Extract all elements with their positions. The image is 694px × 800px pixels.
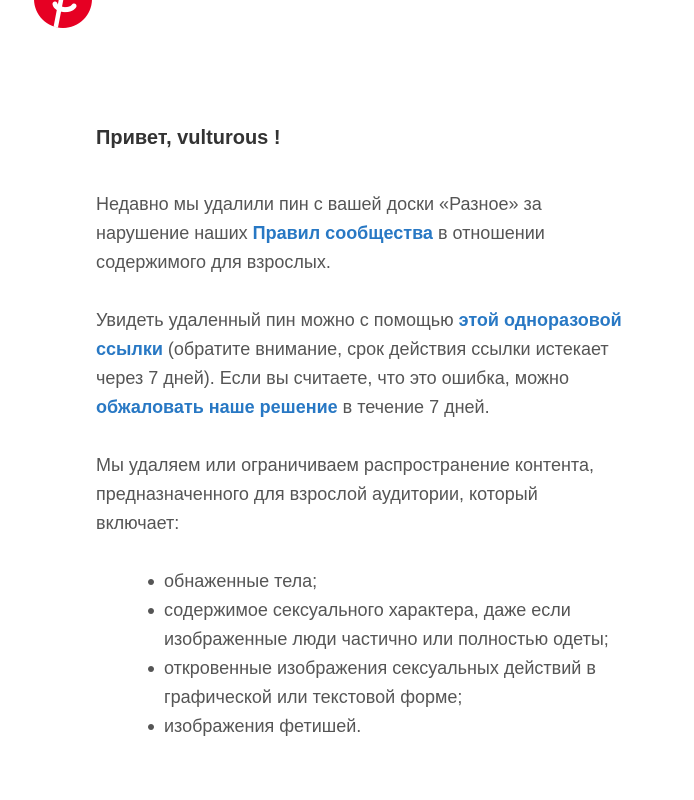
list-item: содержимое сексуального характера, даже если изображенные люди частично или полностью одеты; xyxy=(164,596,644,654)
view-pin-text-middle: (обратите внимание, срок действия ссылки истекает через 7 дней). Если вы считаете, что это ошибка, можно xyxy=(96,339,609,388)
view-pin-text-end: в течение 7 дней. xyxy=(337,397,490,417)
greeting-heading: Привет, vulturous ! xyxy=(96,127,281,149)
pinterest-p-icon xyxy=(34,0,92,28)
policy-list xyxy=(96,567,644,741)
view-pin-text-start: Увидеть удаленный пин можно с помощью xyxy=(96,310,459,330)
list-item: обнаженные тела; xyxy=(164,567,644,596)
email-body xyxy=(96,116,656,741)
one-time-link[interactable]: этой одноразовой ссылки xyxy=(96,310,622,359)
list-item: изображения фетишей. xyxy=(164,712,644,741)
appeal-decision-link[interactable]: обжаловать наше решение xyxy=(96,397,338,417)
view-pin-paragraph xyxy=(96,306,646,422)
list-item: откровенные изображения сексуальных действий в графической или текстовой форме; xyxy=(164,654,644,712)
pinterest-logo[interactable] xyxy=(34,0,92,28)
removal-text-start: Недавно мы удалили пин с вашей доски «Разное» за нарушение наших xyxy=(96,194,542,243)
removal-text-end: в отношении содержимого для взрослых. xyxy=(96,223,545,272)
policy-paragraph: Мы удаляем или ограничиваем распространение контента, предназначенного для взрослой аудитории, который включает: xyxy=(96,455,594,533)
removal-paragraph xyxy=(96,190,596,277)
community-rules-link[interactable]: Правил сообщества xyxy=(252,223,433,243)
